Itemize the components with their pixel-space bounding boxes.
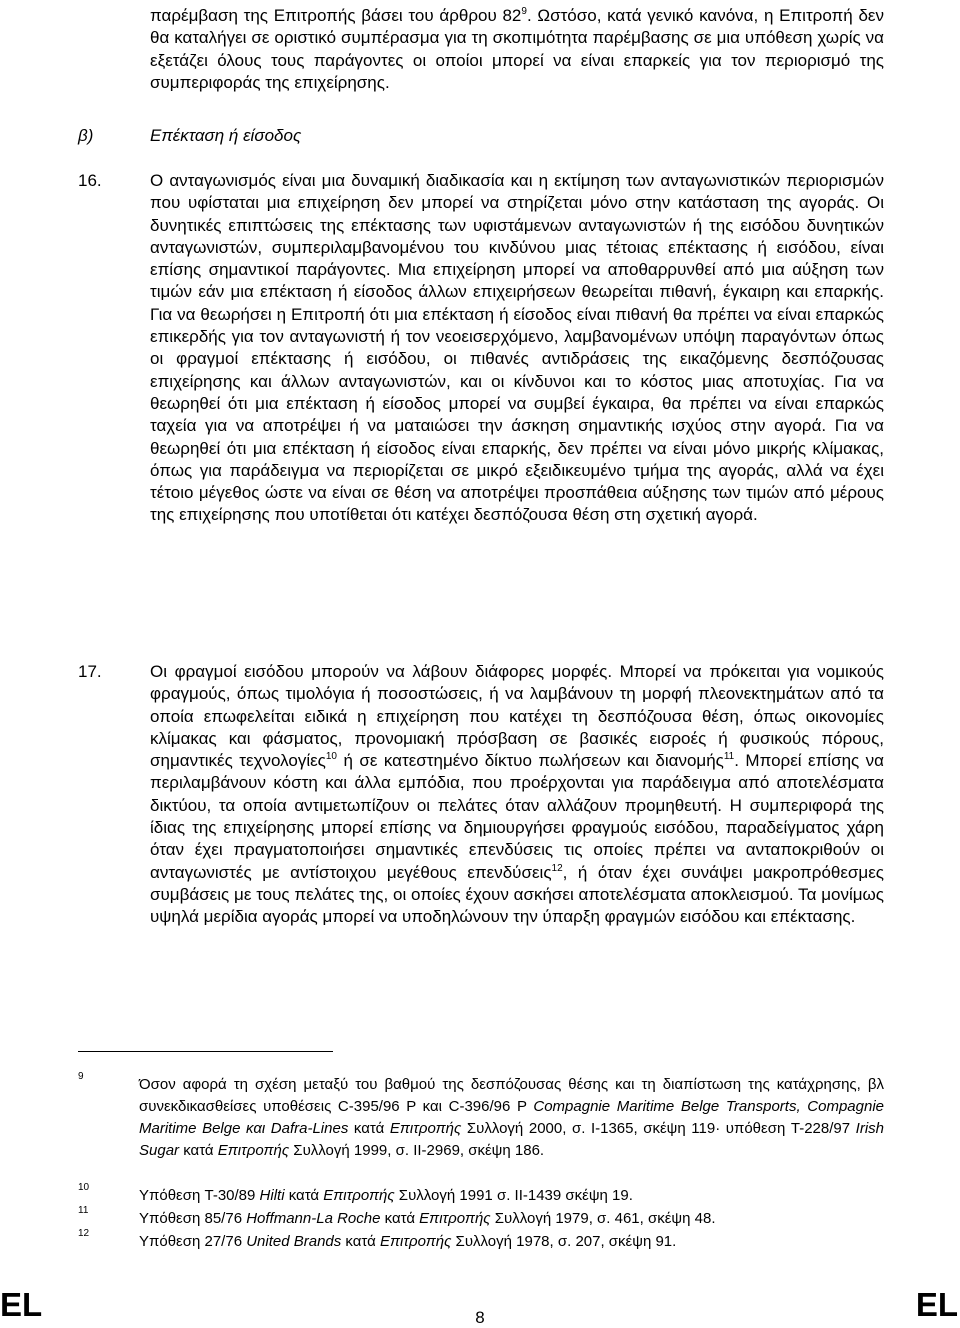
footnote-ref-9[interactable]: 9 <box>521 6 527 17</box>
footer-language-right: EL <box>915 1286 958 1323</box>
paragraph-number-16: 16. <box>78 171 102 190</box>
footnote-ref-10[interactable]: 10 <box>325 751 337 763</box>
footnote-text: Όσον αφορά τη σχέση μεταξύ του βαθμού της δεσπόζουσας θέσης και τη διαπίστωση της κατάχρησης, βλ συνεκδικασθείσες υποθέσεις C-395/96 P και C-396/96 P Compagnie Maritime Belge Transports, Compagnie Maritime Belge και Dafra-Lines κατά Επιτροπής Συλλογή 2000, σ. I-1365, σκέψη 119· υπόθεση T-228/97 Irish Sugar κατά Επιτροπής Συλλογή 1999, σ. II-2969, σκέψη 186. <box>139 1076 884 1159</box>
footnote-ref-11[interactable]: 11 <box>723 751 735 763</box>
footnote-number: 10 <box>78 1182 90 1193</box>
paragraph-number-17: 17. <box>78 662 102 681</box>
footnote-text: Υπόθεση 27/76 United Brands κατά Επιτροπής Συλλογή 1978, σ. 207, σκέψη 91. <box>139 1233 677 1250</box>
section-heading <box>78 125 301 147</box>
footnote-ref-12[interactable]: 12 <box>551 862 563 874</box>
paragraph-16: Ο ανταγωνισμός είναι μια δυναμική διαδικασία και η εκτίμηση των ανταγωνιστικών περιορισμών που υφίσταται μια επιχείρηση δεν μπορεί να στηρίζεται μόνο στην κατάσταση της αγοράς. Οι δυνητικές επιπτώσεις της επέκτασης των υφιστάμενων ανταγωνιστών ή της εισόδου δυνητικών ανταγωνιστών, συμπεριλαμβανομένου του κινδύνου μιας τέτοιας επέκτασης ή εισόδου, είναι επίσης σημαντικοί παράγοντες. Μια επιχείρηση μπορεί να αποθαρρυνθεί από μια αύξηση των τιμών εάν μια επέκταση ή είσοδος άλλων επιχειρήσεων θεωρείται πιθανή, έγκαιρη και επαρκής. Για να θεωρήσει η Επιτροπή ότι μια επέκταση ή είσοδος είναι πιθανή θα πρέπει να είναι επαρκώς επικερδής για τον ανταγωνιστή ή τον νεοεισερχόμενο, λαμβανομένων υπόψη παραγόντων όπως οι φραγμοί επέκτασης ή εισόδου, οι πιθανές αντιδράσεις της εικαζόμενης δεσπόζουσας επιχείρησης και άλλων ανταγωνιστών, και οι κίνδυνοι και το κόστος μιας αποτυχίας. Για να θεωρηθεί ότι μια επέκταση ή είσοδος μπορεί να συμβεί έγκαιρα, θα πρέπει να είναι επαρκώς ταχεία για να αποτρέψει ή να ματαιώσει την άσκηση σημαντικής ισχύος στην αγορά. Για να θεωρηθεί ότι μια επέκταση ή είσοδος είναι επαρκής, δεν πρέπει να είναι μόνο μικρής κλίμακας, όπως για παράδειγμα να περιορίζεται σε μικρό εξειδικευμένο τμήμα της αγοράς, αλλά να έχει τέτοιο μέγεθος ώστε να είναι σε θέση να αποτρέψει προσπάθεια αύξησης των τιμών από μέρους της επιχείρησης που υποτίθεται ότι κατέχει δεσπόζουσα θέση στη σχετική αγορά. <box>150 171 884 525</box>
page-number: 8 <box>475 1308 485 1327</box>
footnote-number: 12 <box>78 1228 90 1239</box>
footer-language-left: EL <box>0 1286 43 1323</box>
paragraph-17: Οι φραγμοί εισόδου μπορούν να λάβουν διάφορες μορφές. Μπορεί να πρόκειται για νομικούς φραγμούς, όπως τιμολόγια ή ποσοστώσεις, ή να λαμβάνουν τη μορφή πλεονεκτημάτων από τα οποία επωφελείται ειδικά η επιχείρηση που κατέχει τη δεσπόζουσα θέση, όπως οικονομίες κλίμακας και φάσματος, προνομιακή πρόσβαση σε βασικές εισροές ή φυσικούς πόρους, σημαντικές τεχνολογίες$^{10}$ ή σε κατεστημένο δίκτυο πωλήσεων και διανομής$^{11}$. Μπορεί επίσης να περιλαμβάνουν κόστη και άλλα εμπόδια, που προέρχονται για παράδειγμα από αποτελέσματα δικτύου, τα οποία αντιμετωπίζουν οι πελάτες όταν αλλάζουν προμηθευτή. Η συμπεριφορά της ίδιας της επιχείρησης μπορεί επίσης να δημιουργήσει φραγμούς εισόδου, παραδείγματος χάρη όταν έχει πραγματοποιήσει σημαντικές επενδύσεις τις οποίες πρέπει να ανταποκριθούν οι ανταγωνιστές με αντίστοιχου μεγέθους επενδύσεις$^{12}$, ή όταν έχει συνάψει μακροπρόθεσμες συμβάσεις με τους πελάτες της, οι οποίες έχουν ασκήσει αποτελέσματα αποκλεισμού. Τα μονίμως υψηλά μερίδια αγοράς μπορεί να υποδηλώνουν την ύπαρξη φραγμών εισόδου και επέκτασης. <box>150 662 884 927</box>
footnote-12 <box>78 1228 884 1253</box>
section-label: β) <box>78 126 94 145</box>
footnote-10 <box>78 1182 884 1207</box>
footnote-11 <box>78 1205 884 1230</box>
footnote-9 <box>78 1071 884 1162</box>
paragraph-continuation: παρέμβαση της Επιτροπής βάσει του άρθρου $82^9$. Ωστόσο, κατά γενικό κανόνα, η Επιτροπή δεν θα καταλήγει σε οριστικό συμπέρασμα για τη σκοπιμότητα παρέμβασης σε μια υπόθεση χωρίς να εξετάζει όλους τους παράγοντες οι οποίοι μπορεί να είναι επαρκείς για τον περιορισμό της συμπεριφοράς της επιχείρησης. <box>150 6 884 92</box>
footnote-number: 11 <box>78 1205 89 1216</box>
footnote-separator <box>78 1051 333 1052</box>
footnote-text: Υπόθεση 85/76 Hoffmann-La Roche κατά Επιτροπής Συλλογή 1979, σ. 461, σκέψη 48. <box>139 1210 716 1227</box>
section-title: Επέκταση ή είσοδος <box>150 126 302 145</box>
footnote-number: 9 <box>78 1071 84 1082</box>
footnote-text: Υπόθεση T-30/89 Hilti κατά Επιτροπής Συλλογή 1991 σ. II-1439 σκέψη 19. <box>139 1187 633 1204</box>
